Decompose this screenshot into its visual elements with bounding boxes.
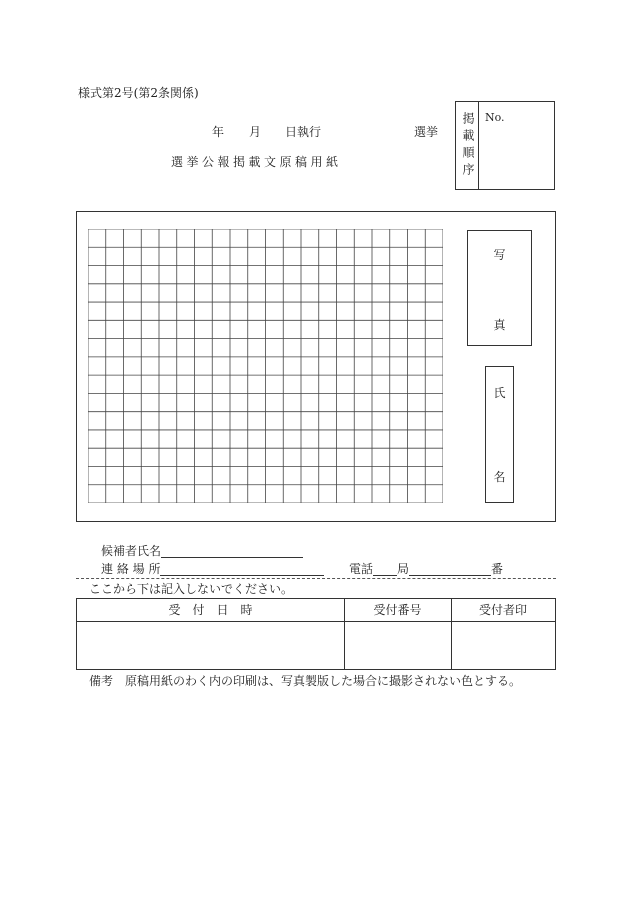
manuscript-grid	[88, 229, 443, 503]
form-number: 様式第2号(第2条関係)	[78, 86, 199, 100]
candidate-name-label: 候補者氏名	[101, 544, 162, 558]
contact-label: 連 絡 場 所	[101, 562, 161, 576]
receiver-seal-header: 受付者印	[451, 599, 555, 622]
phone-area-field[interactable]	[373, 562, 397, 576]
phone-number-field[interactable]	[409, 562, 491, 576]
candidate-name-field[interactable]	[161, 544, 303, 558]
order-number-label: No.	[485, 111, 505, 124]
candidate-name-row	[101, 544, 303, 558]
reception-number-header: 受付番号	[344, 599, 451, 622]
contact-field[interactable]	[160, 562, 324, 576]
official-use-notice: ここから下は記入しないでください。	[89, 582, 294, 596]
name-box	[485, 366, 514, 503]
publication-order-box	[455, 101, 555, 190]
form-title: 選挙公報掲載文原稿用紙	[171, 155, 342, 169]
day-execution-label: 日執行	[285, 125, 322, 139]
photo-box	[467, 230, 532, 346]
phone-label: 電話	[349, 562, 374, 576]
reception-divider	[451, 599, 452, 669]
remarks-note: 備考 原稿用紙のわく内の印刷は、写真製版した場合に撮影されない色とする。	[89, 674, 522, 688]
year-label: 年	[212, 125, 225, 139]
election-label: 選挙	[414, 125, 439, 139]
phone-row	[349, 562, 503, 576]
month-label: 月	[249, 125, 262, 139]
publication-order-label: 掲載順序	[461, 112, 475, 180]
reception-datetime-header: 受 付 日 時	[77, 599, 344, 622]
photo-label-top: 写	[493, 248, 506, 262]
name-label-top: 氏	[493, 386, 506, 400]
contact-row	[101, 562, 324, 576]
publication-order-label-cell	[456, 102, 479, 189]
photo-label-bottom: 真	[493, 318, 506, 332]
reception-table	[76, 598, 556, 670]
phone-number-label: 番	[491, 562, 504, 576]
cut-line	[76, 578, 556, 579]
name-label-bottom: 名	[493, 470, 506, 484]
reception-divider	[344, 599, 345, 669]
phone-exchange-label: 局	[397, 562, 410, 576]
